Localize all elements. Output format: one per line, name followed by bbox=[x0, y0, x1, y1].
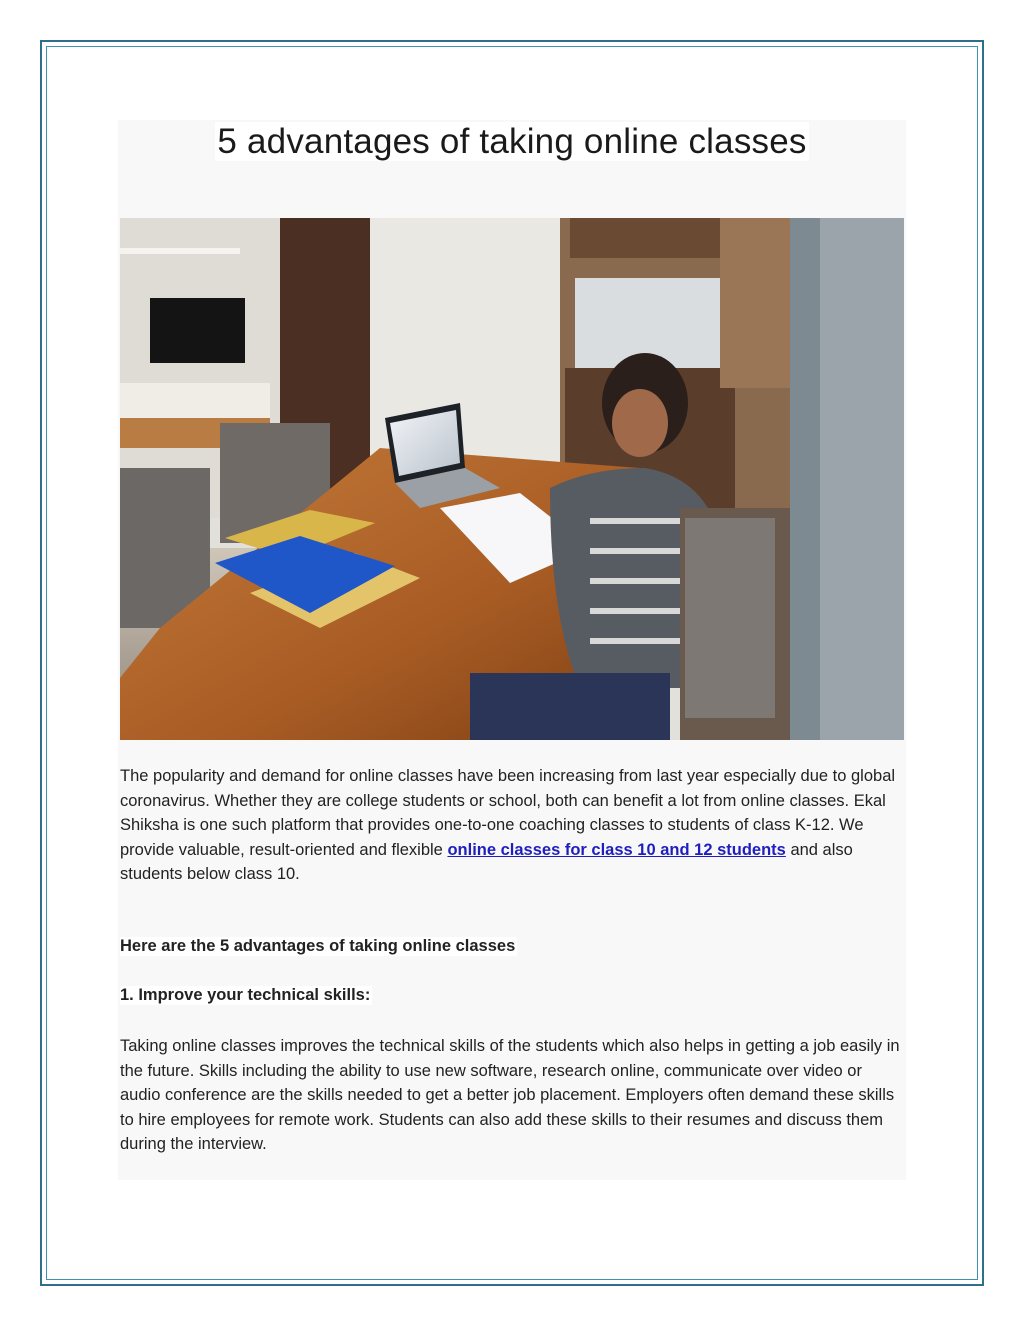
student-studying-online-photo bbox=[120, 218, 904, 740]
advantages-heading: Here are the 5 advantages of taking online classes bbox=[120, 937, 516, 955]
intro-paragraph bbox=[120, 764, 904, 887]
online-classes-link[interactable]: online classes for class 10 and 12 students bbox=[447, 840, 786, 859]
page-title bbox=[0, 122, 1024, 162]
intro-text: The popularity and demand for online classes have been increasing from last year especially due to global coronavirus. Whether they are college students or school, both can benefit a lot from online classes. Ekal Shiksha is one such platform that provides one-to-one coaching classes to students of class K-12. We provide valuable, result-oriented and flexible bbox=[120, 767, 896, 859]
section-heading-technical-skills: 1. Improve your technical skills: bbox=[120, 986, 371, 1004]
intro-text-end: and also students below class 10. bbox=[120, 840, 853, 883]
section-body-technical-skills: Taking online classes improves the technical skills of the students which also helps in getting a job easily in the future. Skills including the ability to use new software, research online, communicate over video or audio conference are the skills needed to get a better job placement. Employers often demand these skills to hire employees for remote work. Students can also add these skills to their resumes and discuss them during the interview. bbox=[120, 1037, 900, 1153]
page-title-text: 5 advantages of taking online classes bbox=[217, 122, 807, 161]
